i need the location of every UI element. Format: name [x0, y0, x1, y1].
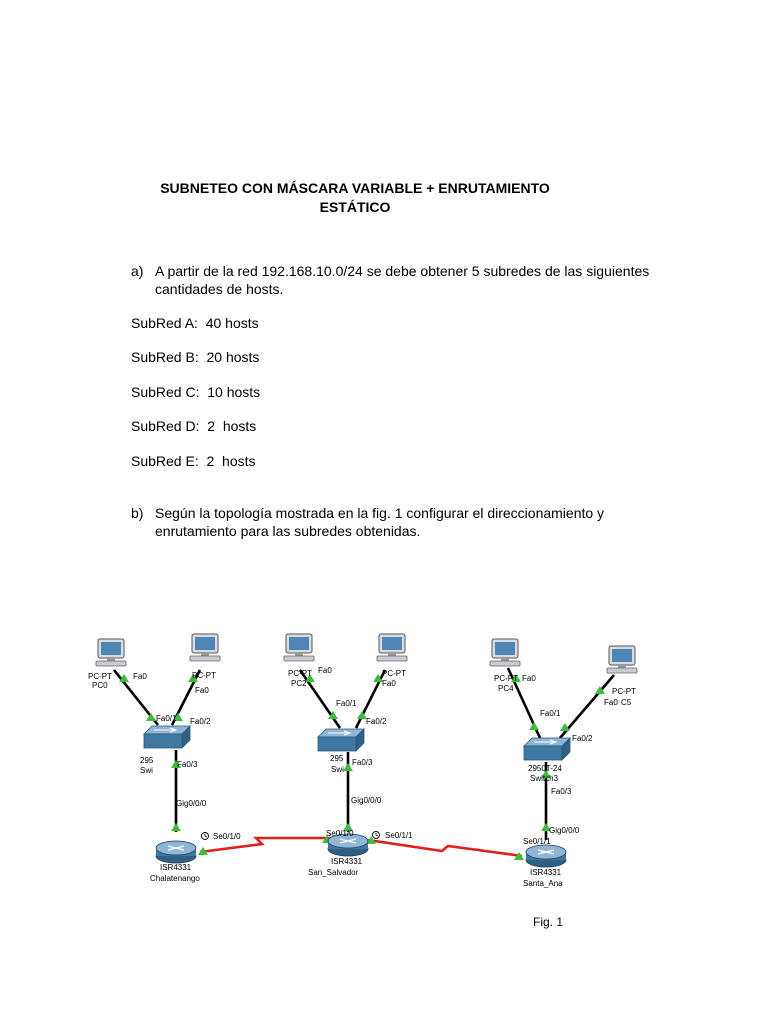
item-b-text: Según la topología mostrada en la fig. 1 configurar el direccionamiento y enrutamiento para las subredes obtenidas.: [155, 505, 605, 539]
title-line-1: SUBNETEO CON MÁSCARA VARIABLE + ENRUTAMIENTO: [160, 180, 550, 196]
pc-5-port: Fa0: [604, 698, 618, 707]
pc-icon: [284, 634, 314, 661]
pc-4-port: Fa0: [522, 674, 536, 683]
sansalvador-serial-port-1: Se0/1/0: [326, 829, 354, 838]
document-title: [60, 179, 650, 217]
sansalvador-model: ISR4331: [331, 857, 363, 866]
router-san-salvador[interactable]: [308, 829, 413, 877]
router-icon: [156, 841, 196, 863]
serial-sansalvador-santaana: [368, 840, 522, 856]
pc-5[interactable]: [604, 646, 637, 707]
switch-icon: [318, 729, 364, 751]
chalatenango-serial-port: Se0/1/0: [213, 832, 241, 841]
pc-0-type: PC-PT: [88, 672, 112, 681]
item-a-marker: a): [131, 263, 144, 279]
item-b: [131, 504, 651, 540]
switch-3-port-3: Fa0/3: [551, 787, 572, 796]
subred-d: SubRed D: 2 hosts: [131, 418, 257, 434]
title-line-2: ESTÁTICO: [319, 199, 391, 215]
subred-e: SubRed E: 2 hosts: [131, 453, 256, 469]
pc-icon: [377, 634, 407, 661]
switch-1-port-2: Fa0/2: [190, 717, 211, 726]
santaana-model: ISR4331: [530, 868, 562, 877]
pc-5-type: PC-PT: [612, 687, 636, 696]
sansalvador-lan-port: Gig0/0/0: [351, 796, 382, 805]
switch-1-port-1: Fa0/1: [156, 714, 177, 723]
pc-0-port: Fa0: [133, 672, 147, 681]
pc-0-name: PC0: [92, 681, 108, 690]
santaana-name: Santa_Ana: [523, 879, 563, 888]
pc-icon: [190, 634, 220, 661]
chalatenango-model: ISR4331: [160, 863, 192, 872]
item-a: [131, 262, 651, 298]
pc-2-name: PC2: [291, 679, 307, 688]
pc-1-type: PC-PT: [192, 671, 216, 680]
subred-c: SubRed C: 10 hosts: [131, 384, 261, 400]
router-icon: [526, 845, 566, 867]
clock-icon: [373, 832, 380, 839]
pc-icon: [607, 646, 637, 673]
item-a-text: A partir de la red 192.168.10.0/24 se debe obtener 5 subredes de las siguientes cantidades de hosts.: [155, 263, 650, 297]
pc-icon: [96, 639, 126, 666]
santaana-lan-port: Gig0/0/0: [549, 826, 580, 835]
chalatenango-lan-port: Gig0/0/0: [176, 799, 207, 808]
switch-3-model: 2950T-24: [528, 764, 562, 773]
switch-icon: [144, 726, 190, 748]
sansalvador-serial-port-2: Se0/1/1: [385, 831, 413, 840]
router-chalatenango[interactable]: [150, 832, 241, 883]
switch-2-name: Swi: [331, 765, 344, 774]
subred-a: SubRed A: 40 hosts: [131, 315, 259, 331]
pc-2-type: PC-PT: [288, 669, 312, 678]
chalatenango-name: Chalatenango: [150, 874, 200, 883]
pc-4[interactable]: [490, 639, 536, 693]
switch-3-port-1: Fa0/1: [540, 709, 561, 718]
switch-3[interactable]: [524, 709, 593, 796]
switch-1-port-3: Fa0/3: [177, 760, 198, 769]
subred-b: SubRed B: 20 hosts: [131, 349, 260, 365]
pc-1-port: Fa0: [195, 686, 209, 695]
switch-icon: [524, 738, 570, 760]
pc-1[interactable]: [190, 634, 220, 695]
clock-icon: [202, 833, 209, 840]
figure-caption: Fig. 1: [533, 915, 564, 929]
pc-4-name: PC4: [498, 684, 514, 693]
pc-2-port: Fa0: [318, 666, 332, 675]
pc-icon: [490, 639, 520, 666]
item-b-marker: b): [131, 505, 144, 521]
switch-2-port-2: Fa0/2: [366, 717, 387, 726]
network-topology-diagram: [0, 600, 768, 900]
switch-1-model: 295: [140, 756, 154, 765]
switch-3-name: Switch3: [530, 774, 559, 783]
pc-0[interactable]: [88, 639, 147, 690]
pc-3-type: PC-PT: [382, 669, 406, 678]
switch-2-model: 295: [330, 754, 344, 763]
pc-5-name: C5: [621, 698, 632, 707]
pc-3[interactable]: [377, 634, 407, 688]
sansalvador-name: San_Salvador: [308, 868, 359, 877]
pc-4-type: PC-PT: [494, 674, 518, 683]
pc-3-port: Fa0: [382, 679, 396, 688]
switch-2-port-3: Fa0/3: [352, 758, 373, 767]
router-santa-ana[interactable]: [523, 837, 566, 888]
switch-1-name: Swi: [140, 766, 153, 775]
switch-3-port-2: Fa0/2: [572, 734, 593, 743]
santaana-serial-port: Se0/1/1: [523, 837, 551, 846]
switch-2-port-1: Fa0/1: [336, 699, 357, 708]
